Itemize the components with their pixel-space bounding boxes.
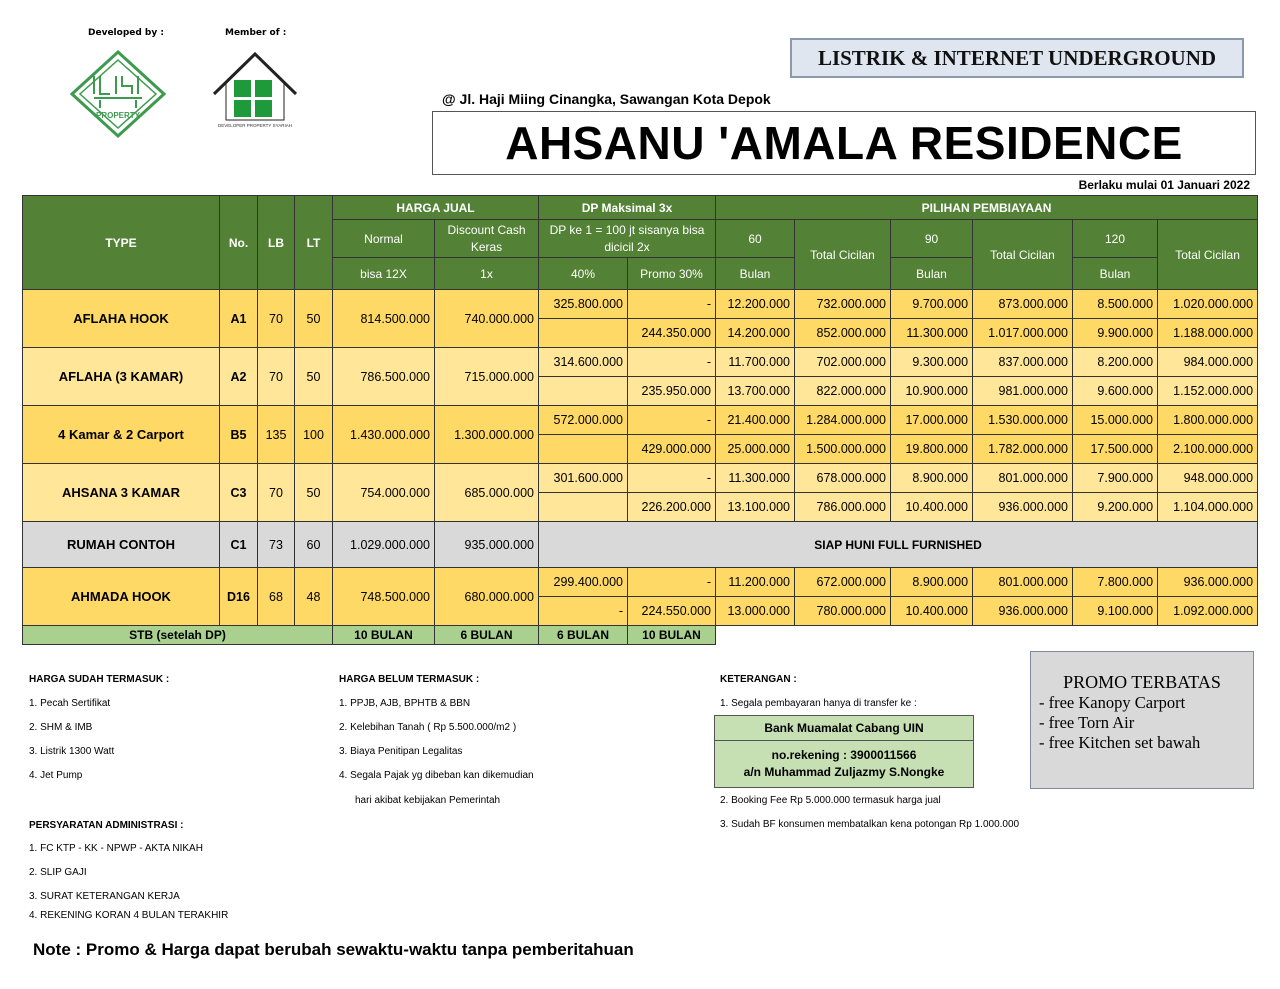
row-normal: 814.500.000: [333, 290, 435, 348]
list-item: 4. REKENING KORAN 4 BULAN TERAKHIR: [29, 910, 229, 921]
member-of-label: Member of :: [225, 28, 287, 38]
header-1x: 1x: [435, 258, 539, 290]
row-dp40: 314.600.000: [539, 348, 628, 377]
row-t60: 732.000.000: [795, 290, 891, 319]
row-t60: 702.000.000: [795, 348, 891, 377]
promo-box: [1030, 651, 1254, 789]
list-item: 3. SURAT KETERANGAN KERJA: [29, 891, 180, 902]
table-row: [23, 348, 1258, 377]
row-no: A1: [220, 290, 258, 348]
row-normal: 754.000.000: [333, 464, 435, 522]
row-dp40: 301.600.000: [539, 464, 628, 493]
table-row-contoh: [23, 522, 1258, 568]
stb-blank: [716, 626, 1258, 645]
harga-belum-title: HARGA BELUM TERMASUK :: [339, 674, 480, 685]
stb-normal: 10 BULAN: [333, 626, 435, 645]
row-c90: 8.900.000: [891, 568, 973, 597]
row-t60: 1.284.000.000: [795, 406, 891, 435]
row-t120: 1.020.000.000: [1158, 290, 1258, 319]
bank-atas-nama: a/n Muhammad Zuljazmy S.Nongke: [743, 765, 945, 779]
row-lt: 50: [295, 464, 333, 522]
row-promo: -: [628, 348, 716, 377]
harga-termasuk-title: HARGA SUDAH TERMASUK :: [29, 674, 170, 685]
header-total-120: Total Cicilan: [1158, 220, 1258, 290]
bank-rekening: no.rekening : 3900011566: [771, 748, 917, 762]
list-item: 3. Listrik 1300 Watt: [29, 746, 115, 757]
list-item: 3. Biaya Penitipan Legalitas: [339, 746, 463, 757]
row-c90: 19.800.000: [891, 435, 973, 464]
header-type: TYPE: [23, 196, 220, 290]
row-discount: 935.000.000: [435, 522, 539, 568]
row-c60: 13.100.000: [716, 493, 795, 522]
row-normal: 748.500.000: [333, 568, 435, 626]
row-dp40: 572.000.000: [539, 406, 628, 435]
row-discount: 740.000.000: [435, 290, 539, 348]
table-row: [23, 568, 1258, 597]
list-item: 1. FC KTP - KK - NPWP - AKTA NIKAH: [29, 843, 203, 854]
row-dp40: [539, 435, 628, 464]
row-t90: 981.000.000: [973, 377, 1073, 406]
header-dp-note: DP ke 1 = 100 jt sisanya bisa dicicil 2x: [539, 220, 716, 258]
row-c120: 7.800.000: [1073, 568, 1158, 597]
stb-row: [23, 626, 1258, 645]
row-c120: 15.000.000: [1073, 406, 1158, 435]
header-bulan-90: Bulan: [891, 258, 973, 290]
row-c90: 10.400.000: [891, 597, 973, 626]
row-lb: 70: [258, 290, 295, 348]
row-t90: 936.000.000: [973, 493, 1073, 522]
list-item: 1. PPJB, AJB, BPHTB & BBN: [339, 698, 471, 709]
row-dp40: 325.800.000: [539, 290, 628, 319]
promo-item: - free Kitchen set bawah: [1039, 733, 1201, 752]
row-t120: 1.188.000.000: [1158, 319, 1258, 348]
keterangan-item-2: 2. Booking Fee Rp 5.000.000 termasuk harga jual: [720, 795, 941, 806]
row-c60: 14.200.000: [716, 319, 795, 348]
row-type: AFLAHA (3 KAMAR): [23, 348, 220, 406]
promo-title: PROMO TERBATAS: [1063, 672, 1221, 692]
row-t60: 786.000.000: [795, 493, 891, 522]
row-t60: 678.000.000: [795, 464, 891, 493]
row-lt: 60: [295, 522, 333, 568]
header-normal: Normal: [333, 220, 435, 258]
row-c60: 13.700.000: [716, 377, 795, 406]
row-c90: 17.000.000: [891, 406, 973, 435]
row-lt: 50: [295, 348, 333, 406]
row-c120: 9.600.000: [1073, 377, 1158, 406]
row-no: A2: [220, 348, 258, 406]
bank-name: Bank Muamalat Cabang UIN: [715, 716, 973, 741]
row-t90: 1.017.000.000: [973, 319, 1073, 348]
row-lt: 50: [295, 290, 333, 348]
header-60: 60: [716, 220, 795, 258]
row-lt: 100: [295, 406, 333, 464]
row-lb: 135: [258, 406, 295, 464]
row-lb: 73: [258, 522, 295, 568]
row-dp40: 299.400.000: [539, 568, 628, 597]
row-no: B5: [220, 406, 258, 464]
header-pilihan: PILIHAN PEMBIAYAAN: [716, 196, 1258, 220]
underground-banner: LISTRIK & INTERNET UNDERGROUND: [790, 38, 1244, 78]
stb-dp40: 6 BULAN: [539, 626, 628, 645]
list-item: 4. Jet Pump: [29, 770, 83, 781]
row-type: AHMADA HOOK: [23, 568, 220, 626]
row-normal: 1.430.000.000: [333, 406, 435, 464]
row-no: D16: [220, 568, 258, 626]
row-c120: 8.200.000: [1073, 348, 1158, 377]
row-t90: 837.000.000: [973, 348, 1073, 377]
row-t120: 2.100.000.000: [1158, 435, 1258, 464]
stb-discount: 6 BULAN: [435, 626, 539, 645]
row-c60: 25.000.000: [716, 435, 795, 464]
price-table: [22, 195, 1258, 645]
row-promo: 235.950.000: [628, 377, 716, 406]
row-t120: 1.152.000.000: [1158, 377, 1258, 406]
row-c120: 8.500.000: [1073, 290, 1158, 319]
header-bisa12x: bisa 12X: [333, 258, 435, 290]
footer-note: Note : Promo & Harga dapat berubah sewaktu-waktu tanpa pemberitahuan: [33, 940, 634, 959]
row-discount: 685.000.000: [435, 464, 539, 522]
row-promo: -: [628, 406, 716, 435]
row-t90: 873.000.000: [973, 290, 1073, 319]
row-discount: 680.000.000: [435, 568, 539, 626]
row-t120: 984.000.000: [1158, 348, 1258, 377]
row-dp40: [539, 493, 628, 522]
header-bulan-120: Bulan: [1073, 258, 1158, 290]
row-t60: 822.000.000: [795, 377, 891, 406]
row-promo: 244.350.000: [628, 319, 716, 348]
row-dp40: [539, 319, 628, 348]
row-dp40: -: [539, 597, 628, 626]
header-promo30: Promo 30%: [628, 258, 716, 290]
header-bulan-60: Bulan: [716, 258, 795, 290]
row-promo: -: [628, 290, 716, 319]
row-c60: 11.300.000: [716, 464, 795, 493]
header-harga-jual: HARGA JUAL: [333, 196, 539, 220]
row-t120: 1.104.000.000: [1158, 493, 1258, 522]
header-no: No.: [220, 196, 258, 290]
stb-promo: 10 BULAN: [628, 626, 716, 645]
row-type: AFLAHA HOOK: [23, 290, 220, 348]
logo-developer-text: DEVELOPER PROPERTY SYARIAH: [217, 123, 293, 128]
row-c60: 11.700.000: [716, 348, 795, 377]
row-c60: 21.400.000: [716, 406, 795, 435]
logo-property-text: PROPERTY: [95, 111, 141, 120]
row-t60: 1.500.000.000: [795, 435, 891, 464]
row-t120: 1.800.000.000: [1158, 406, 1258, 435]
row-discount: 715.000.000: [435, 348, 539, 406]
row-promo: -: [628, 464, 716, 493]
promo-item: - free Torn Air: [1039, 713, 1135, 732]
list-item: 2. SLIP GAJI: [29, 867, 87, 878]
row-no: C3: [220, 464, 258, 522]
list-item: 2. Kelebihan Tanah ( Rp 5.500.000/m2 ): [339, 722, 517, 733]
row-lb: 68: [258, 568, 295, 626]
list-item: 1. Pecah Sertifikat: [29, 698, 111, 709]
row-promo: -: [628, 568, 716, 597]
row-c90: 9.300.000: [891, 348, 973, 377]
row-c120: 17.500.000: [1073, 435, 1158, 464]
row-c120: 7.900.000: [1073, 464, 1158, 493]
row-lt: 48: [295, 568, 333, 626]
row-normal: 786.500.000: [333, 348, 435, 406]
row-t90: 1.530.000.000: [973, 406, 1073, 435]
address: @ Jl. Haji Miing Cinangka, Sawangan Kota Depok: [442, 91, 771, 107]
keterangan-title: KETERANGAN :: [720, 674, 797, 685]
row-t90: 936.000.000: [973, 597, 1073, 626]
row-promo: 224.550.000: [628, 597, 716, 626]
row-lb: 70: [258, 464, 295, 522]
table-row: [23, 406, 1258, 435]
header-discount: Discount Cash Keras: [435, 220, 539, 258]
header-dp-max: DP Maksimal 3x: [539, 196, 716, 220]
header-total-60: Total Cicilan: [795, 220, 891, 290]
table-row: [23, 290, 1258, 319]
valid-from: Berlaku mulai 01 Januari 2022: [1078, 178, 1250, 192]
row-lb: 70: [258, 348, 295, 406]
row-type: 4 Kamar & 2 Carport: [23, 406, 220, 464]
row-c90: 11.300.000: [891, 319, 973, 348]
bank-info-box: [714, 715, 974, 788]
row-dp40: [539, 377, 628, 406]
list-item: 4. Segala Pajak yg dibeban kan dikemudian: [339, 770, 534, 781]
page-title: AHSANU 'AMALA RESIDENCE: [432, 111, 1256, 175]
row-c60: 13.000.000: [716, 597, 795, 626]
row-t120: 948.000.000: [1158, 464, 1258, 493]
developed-by-label: Developed by :: [88, 28, 164, 38]
row-t90: 801.000.000: [973, 464, 1073, 493]
row-c90: 9.700.000: [891, 290, 973, 319]
list-item: 2. SHM & IMB: [29, 722, 93, 733]
list-item: hari akibat kebijakan Pemerintah: [355, 795, 501, 806]
row-promo: 429.000.000: [628, 435, 716, 464]
header-lt: LT: [295, 196, 333, 290]
row-c60: 11.200.000: [716, 568, 795, 597]
row-t60: 780.000.000: [795, 597, 891, 626]
row-t90: 1.782.000.000: [973, 435, 1073, 464]
header-90: 90: [891, 220, 973, 258]
developer-syariah-logo: [210, 50, 300, 132]
keterangan-item-3: 3. Sudah BF konsumen membatalkan kena potongan Rp 1.000.000: [720, 819, 1020, 830]
bank-details: [715, 741, 973, 787]
header-120: 120: [1073, 220, 1158, 258]
row-c90: 8.900.000: [891, 464, 973, 493]
row-normal: 1.029.000.000: [333, 522, 435, 568]
row-c60: 12.200.000: [716, 290, 795, 319]
row-type: AHSANA 3 KAMAR: [23, 464, 220, 522]
row-type: RUMAH CONTOH: [23, 522, 220, 568]
stb-label: STB (setelah DP): [23, 626, 333, 645]
row-t120: 1.092.000.000: [1158, 597, 1258, 626]
row-c120: 9.200.000: [1073, 493, 1158, 522]
header-lb: LB: [258, 196, 295, 290]
header-total-90: Total Cicilan: [973, 220, 1073, 290]
keterangan-item-1: 1. Segala pembayaran hanya di transfer ke :: [720, 698, 917, 709]
siap-huni-note: SIAP HUNI FULL FURNISHED: [539, 522, 1258, 568]
row-c120: 9.900.000: [1073, 319, 1158, 348]
persyaratan-title: PERSYARATAN ADMINISTRASI :: [29, 820, 184, 831]
row-promo: 226.200.000: [628, 493, 716, 522]
row-no: C1: [220, 522, 258, 568]
table-row: [23, 464, 1258, 493]
row-t120: 936.000.000: [1158, 568, 1258, 597]
ahsanu-property-logo: [70, 50, 166, 138]
header-40: 40%: [539, 258, 628, 290]
row-c90: 10.900.000: [891, 377, 973, 406]
row-t60: 852.000.000: [795, 319, 891, 348]
row-c90: 10.400.000: [891, 493, 973, 522]
row-discount: 1.300.000.000: [435, 406, 539, 464]
row-t90: 801.000.000: [973, 568, 1073, 597]
row-c120: 9.100.000: [1073, 597, 1158, 626]
promo-item: - free Kanopy Carport: [1039, 693, 1186, 712]
row-t60: 672.000.000: [795, 568, 891, 597]
